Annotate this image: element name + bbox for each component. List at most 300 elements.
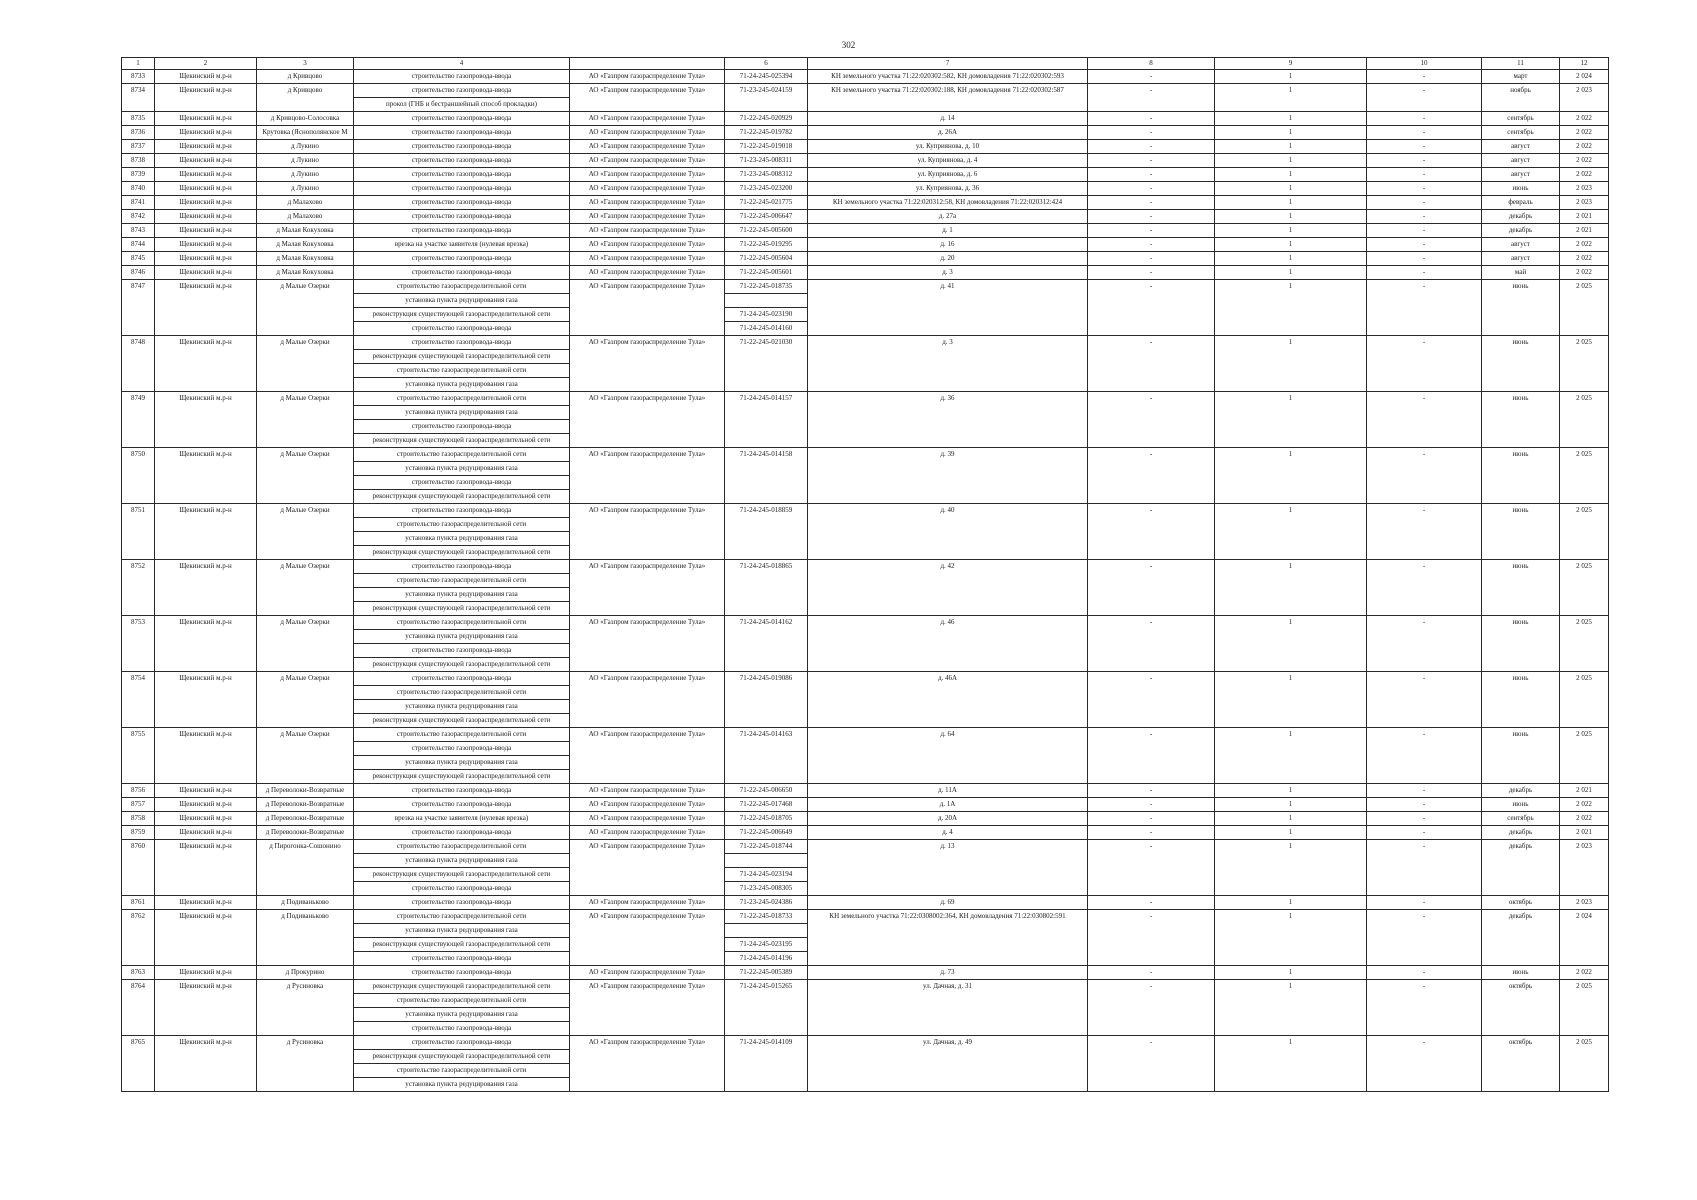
column-9-cell: 1 (1215, 140, 1367, 154)
application-id-cell: 71-24-245-019086 (725, 672, 808, 728)
application-id-cell: 71-24-245-014157 (725, 392, 808, 448)
record-number-cell: 8764 (122, 980, 155, 1036)
record-number-cell: 8762 (122, 910, 155, 966)
application-id-cell: 71-24-245-015265 (725, 980, 808, 1036)
header-row (122, 58, 1609, 70)
work-type-cell: строительство газопровода-ввода (354, 1036, 570, 1050)
locality-cell: д Подиваньково (257, 910, 354, 966)
column-9-cell: 1 (1215, 126, 1367, 140)
column-9-cell: 1 (1215, 560, 1367, 616)
locality-cell: д Малые Озерки (257, 560, 354, 616)
year-cell: 2 023 (1560, 896, 1609, 910)
year-cell: 2 023 (1560, 182, 1609, 196)
work-type-cell: строительство газораспределительной сети (354, 910, 570, 924)
work-type-cell: реконструкция существующей газораспределительной сети (354, 308, 570, 322)
table-row (122, 826, 1609, 840)
locality-cell: д Малая Кокуховка (257, 266, 354, 280)
locality-cell: д Лукино (257, 140, 354, 154)
column-10-cell: - (1367, 448, 1482, 504)
application-id-cell: 71-22-245-005389 (725, 966, 808, 980)
column-8-cell: - (1088, 224, 1215, 238)
column-10-cell: - (1367, 154, 1482, 168)
locality-cell: д Прокурино (257, 966, 354, 980)
application-id-cell: 71-24-245-018859 (725, 504, 808, 560)
application-id-cell: 71-24-245-018865 (725, 560, 808, 616)
locality-cell: д Переволоки-Возвратные (257, 798, 354, 812)
work-type-cell: строительство газопровода-ввода (354, 504, 570, 518)
table-row (122, 252, 1609, 266)
work-type-cell: строительство газораспределительной сети (354, 616, 570, 630)
column-9-cell: 1 (1215, 798, 1367, 812)
year-cell: 2 024 (1560, 910, 1609, 966)
address-cell: д. 40 (808, 504, 1088, 560)
address-cell: д. 26А (808, 126, 1088, 140)
column-header: 10 (1367, 58, 1482, 70)
district-cell: Щекинский м.р-н (155, 154, 257, 168)
address-cell: д. 3 (808, 266, 1088, 280)
column-10-cell: - (1367, 168, 1482, 182)
record-number-cell: 8737 (122, 140, 155, 154)
application-id-cell: 71-22-245-006649 (725, 826, 808, 840)
locality-cell: д Лукино (257, 154, 354, 168)
address-cell: КН земельного участка 71:22:0308002:364, КН домовладения 71:22:030802:591 (808, 910, 1088, 966)
locality-cell: д Малые Озерки (257, 728, 354, 784)
work-type-cell: строительство газопровода-ввода (354, 196, 570, 210)
column-header: 12 (1560, 58, 1609, 70)
district-cell: Щекинский м.р-н (155, 280, 257, 336)
district-cell: Щекинский м.р-н (155, 126, 257, 140)
column-9-cell: 1 (1215, 826, 1367, 840)
organization-cell: АО «Газпром газораспределение Тула» (570, 504, 725, 560)
application-id-cell: 71-22-245-005604 (725, 252, 808, 266)
application-id-cell: 71-22-245-019295 (725, 238, 808, 252)
column-10-cell: - (1367, 210, 1482, 224)
address-cell: д. 1 (808, 224, 1088, 238)
column-9-cell: 1 (1215, 238, 1367, 252)
column-8-cell: - (1088, 210, 1215, 224)
address-cell: д. 42 (808, 560, 1088, 616)
organization-cell: АО «Газпром газораспределение Тула» (570, 140, 725, 154)
application-id-cell: 71-24-245-023194 (725, 868, 808, 882)
record-number-cell: 8740 (122, 182, 155, 196)
district-cell: Щекинский м.р-н (155, 224, 257, 238)
application-id-cell: 71-24-245-014163 (725, 728, 808, 784)
application-id-cell: 71-22-245-021775 (725, 196, 808, 210)
column-8-cell: - (1088, 980, 1215, 1036)
application-id-cell: 71-22-245-006647 (725, 210, 808, 224)
year-cell: 2 021 (1560, 784, 1609, 798)
work-type-cell: прокол (ГНБ и бестраншейный способ прокладки) (354, 98, 570, 112)
work-type-cell: установка пункта редуцирования газа (354, 532, 570, 546)
month-cell: ноябрь (1482, 84, 1560, 112)
year-cell: 2 022 (1560, 140, 1609, 154)
column-8-cell: - (1088, 560, 1215, 616)
column-10-cell: - (1367, 798, 1482, 812)
work-type-cell: строительство газопровода-ввода (354, 154, 570, 168)
locality-cell: д Переволоки-Возвратные (257, 826, 354, 840)
column-9-cell: 1 (1215, 168, 1367, 182)
column-8-cell: - (1088, 504, 1215, 560)
column-header: 7 (808, 58, 1088, 70)
application-id-cell: 71-24-245-014158 (725, 448, 808, 504)
work-type-cell: строительство газопровода-ввода (354, 560, 570, 574)
work-type-cell: строительство газораспределительной сети (354, 518, 570, 532)
work-type-cell: строительство газораспределительной сети (354, 840, 570, 854)
month-cell: июнь (1482, 392, 1560, 448)
register-table (121, 57, 1609, 1092)
table-row (122, 280, 1609, 294)
month-cell: декабрь (1482, 210, 1560, 224)
year-cell: 2 022 (1560, 154, 1609, 168)
month-cell: август (1482, 154, 1560, 168)
work-type-cell: реконструкция существующей газораспределительной сети (354, 546, 570, 560)
work-type-cell: установка пункта редуцирования газа (354, 1078, 570, 1092)
work-type-cell: реконструкция существующей газораспределительной сети (354, 714, 570, 728)
address-cell: ул. Куприянова, д. 36 (808, 182, 1088, 196)
organization-cell: АО «Газпром газораспределение Тула» (570, 910, 725, 966)
district-cell: Щекинский м.р-н (155, 980, 257, 1036)
record-number-cell: 8749 (122, 392, 155, 448)
application-id-cell: 71-23-245-008311 (725, 154, 808, 168)
year-cell: 2 022 (1560, 812, 1609, 826)
record-number-cell: 8758 (122, 812, 155, 826)
column-8-cell: - (1088, 336, 1215, 392)
application-id-cell: 71-24-245-014109 (725, 1036, 808, 1092)
year-cell: 2 022 (1560, 798, 1609, 812)
column-8-cell: - (1088, 70, 1215, 84)
column-10-cell: - (1367, 504, 1482, 560)
address-cell: д. 20 (808, 252, 1088, 266)
column-10-cell: - (1367, 672, 1482, 728)
column-10-cell: - (1367, 812, 1482, 826)
work-type-cell: строительство газопровода-ввода (354, 476, 570, 490)
year-cell: 2 022 (1560, 126, 1609, 140)
application-id-cell: 71-22-245-019018 (725, 140, 808, 154)
organization-cell: АО «Газпром газораспределение Тула» (570, 392, 725, 448)
table-row (122, 70, 1609, 84)
address-cell: д. 14 (808, 112, 1088, 126)
application-id-cell: 71-22-245-018705 (725, 812, 808, 826)
month-cell: октябрь (1482, 896, 1560, 910)
month-cell: май (1482, 266, 1560, 280)
application-id-cell (725, 294, 808, 308)
month-cell: сентябрь (1482, 812, 1560, 826)
organization-cell: АО «Газпром газораспределение Тула» (570, 812, 725, 826)
application-id-cell (725, 924, 808, 938)
work-type-cell: строительство газораспределительной сети (354, 1064, 570, 1078)
locality-cell: д Пирогонка-Сошонино (257, 840, 354, 896)
column-8-cell: - (1088, 168, 1215, 182)
organization-cell: АО «Газпром газораспределение Тула» (570, 210, 725, 224)
work-type-cell: строительство газопровода-ввода (354, 966, 570, 980)
organization-cell: АО «Газпром газораспределение Тула» (570, 280, 725, 336)
organization-cell: АО «Газпром газораспределение Тула» (570, 266, 725, 280)
district-cell: Щекинский м.р-н (155, 896, 257, 910)
organization-cell: АО «Газпром газораспределение Тула» (570, 126, 725, 140)
district-cell: Щекинский м.р-н (155, 826, 257, 840)
column-10-cell: - (1367, 336, 1482, 392)
year-cell: 2 025 (1560, 448, 1609, 504)
record-number-cell: 8739 (122, 168, 155, 182)
column-9-cell: 1 (1215, 910, 1367, 966)
organization-cell: АО «Газпром газораспределение Тула» (570, 728, 725, 784)
work-type-cell: установка пункта редуцирования газа (354, 630, 570, 644)
month-cell: июнь (1482, 448, 1560, 504)
district-cell: Щекинский м.р-н (155, 196, 257, 210)
year-cell: 2 024 (1560, 70, 1609, 84)
locality-cell: д Малые Озерки (257, 280, 354, 336)
year-cell: 2 022 (1560, 966, 1609, 980)
column-8-cell: - (1088, 182, 1215, 196)
work-type-cell: строительство газопровода-ввода (354, 224, 570, 238)
work-type-cell: врезка на участке заявителя (нулевая врезка) (354, 238, 570, 252)
table-row (122, 224, 1609, 238)
table-row (122, 238, 1609, 252)
work-type-cell: строительство газопровода-ввода (354, 784, 570, 798)
column-header: 6 (725, 58, 808, 70)
column-header: 11 (1482, 58, 1560, 70)
address-cell: д. 4 (808, 826, 1088, 840)
organization-cell: АО «Газпром газораспределение Тула» (570, 896, 725, 910)
locality-cell: д Кривцово-Солосовка (257, 112, 354, 126)
column-8-cell: - (1088, 672, 1215, 728)
organization-cell: АО «Газпром газораспределение Тула» (570, 1036, 725, 1092)
work-type-cell: строительство газопровода-ввода (354, 672, 570, 686)
organization-cell: АО «Газпром газораспределение Тула» (570, 560, 725, 616)
address-cell: д. 64 (808, 728, 1088, 784)
application-id-cell: 71-22-245-021030 (725, 336, 808, 392)
record-number-cell: 8744 (122, 238, 155, 252)
locality-cell: д Малые Озерки (257, 392, 354, 448)
table-row (122, 504, 1609, 518)
month-cell: июнь (1482, 966, 1560, 980)
year-cell: 2 021 (1560, 210, 1609, 224)
work-type-cell: установка пункта редуцирования газа (354, 406, 570, 420)
locality-cell: д Малая Кокуховка (257, 238, 354, 252)
work-type-cell: установка пункта редуцирования газа (354, 294, 570, 308)
address-cell: КН земельного участка 71:22:020302:188, КН домовладения 71:22:020302:587 (808, 84, 1088, 112)
year-cell: 2 025 (1560, 980, 1609, 1036)
month-cell: август (1482, 140, 1560, 154)
locality-cell: д Малые Озерки (257, 336, 354, 392)
column-8-cell: - (1088, 910, 1215, 966)
locality-cell: д Подиваньково (257, 896, 354, 910)
year-cell: 2 022 (1560, 112, 1609, 126)
record-number-cell: 8755 (122, 728, 155, 784)
table-row (122, 672, 1609, 686)
column-10-cell: - (1367, 966, 1482, 980)
table-row (122, 784, 1609, 798)
column-9-cell: 1 (1215, 966, 1367, 980)
record-number-cell: 8750 (122, 448, 155, 504)
work-type-cell: реконструкция существующей газораспределительной сети (354, 658, 570, 672)
application-id-cell: 71-23-245-008305 (725, 882, 808, 896)
column-9-cell: 1 (1215, 1036, 1367, 1092)
work-type-cell: установка пункта редуцирования газа (354, 924, 570, 938)
district-cell: Щекинский м.р-н (155, 672, 257, 728)
year-cell: 2 023 (1560, 84, 1609, 112)
application-id-cell: 71-22-245-005600 (725, 224, 808, 238)
column-9-cell: 1 (1215, 448, 1367, 504)
column-8-cell: - (1088, 112, 1215, 126)
address-cell: ул. Дачная, д. 31 (808, 980, 1088, 1036)
work-type-cell: строительство газопровода-ввода (354, 112, 570, 126)
address-cell: д. 36 (808, 392, 1088, 448)
month-cell: декабрь (1482, 840, 1560, 896)
work-type-cell: строительство газопровода-ввода (354, 126, 570, 140)
year-cell: 2 023 (1560, 840, 1609, 896)
address-cell: д. 73 (808, 966, 1088, 980)
address-cell: д. 20А (808, 812, 1088, 826)
address-cell: ул. Дачная, д. 49 (808, 1036, 1088, 1092)
column-header (570, 58, 725, 70)
column-8-cell: - (1088, 266, 1215, 280)
column-10-cell: - (1367, 910, 1482, 966)
record-number-cell: 8735 (122, 112, 155, 126)
table-row (122, 112, 1609, 126)
address-cell: д. 27а (808, 210, 1088, 224)
organization-cell: АО «Газпром газораспределение Тула» (570, 448, 725, 504)
work-type-cell: строительство газопровода-ввода (354, 896, 570, 910)
column-9-cell: 1 (1215, 266, 1367, 280)
work-type-cell: строительство газораспределительной сети (354, 364, 570, 378)
locality-cell: д Малая Кокуховка (257, 224, 354, 238)
organization-cell: АО «Газпром газораспределение Тула» (570, 784, 725, 798)
address-cell: д. 41 (808, 280, 1088, 336)
work-type-cell: строительство газопровода-ввода (354, 826, 570, 840)
record-number-cell: 8751 (122, 504, 155, 560)
table-row (122, 168, 1609, 182)
table-row (122, 336, 1609, 350)
column-8-cell: - (1088, 812, 1215, 826)
column-header: 9 (1215, 58, 1367, 70)
column-10-cell: - (1367, 1036, 1482, 1092)
month-cell: июнь (1482, 182, 1560, 196)
organization-cell: АО «Газпром газораспределение Тула» (570, 616, 725, 672)
month-cell: июнь (1482, 336, 1560, 392)
table-row (122, 448, 1609, 462)
month-cell: февраль (1482, 196, 1560, 210)
column-8-cell: - (1088, 238, 1215, 252)
year-cell: 2 025 (1560, 672, 1609, 728)
record-number-cell: 8765 (122, 1036, 155, 1092)
column-8-cell: - (1088, 252, 1215, 266)
work-type-cell: установка пункта редуцирования газа (354, 700, 570, 714)
locality-cell: д Кривцово (257, 70, 354, 84)
locality-cell: д Малахово (257, 210, 354, 224)
work-type-cell: реконструкция существующей газораспределительной сети (354, 1050, 570, 1064)
table-row (122, 196, 1609, 210)
year-cell: 2 021 (1560, 224, 1609, 238)
record-number-cell: 8754 (122, 672, 155, 728)
record-number-cell: 8752 (122, 560, 155, 616)
column-8-cell: - (1088, 84, 1215, 112)
column-10-cell: - (1367, 196, 1482, 210)
month-cell: декабрь (1482, 910, 1560, 966)
application-id-cell: 71-23-245-008312 (725, 168, 808, 182)
column-header: 1 (122, 58, 155, 70)
locality-cell: д Переволоки-Возвратные (257, 812, 354, 826)
work-type-cell: установка пункта редуцирования газа (354, 854, 570, 868)
month-cell: декабрь (1482, 784, 1560, 798)
application-id-cell: 71-22-245-005601 (725, 266, 808, 280)
column-10-cell: - (1367, 784, 1482, 798)
work-type-cell: строительство газопровода-ввода (354, 70, 570, 84)
year-cell: 2 025 (1560, 392, 1609, 448)
district-cell: Щекинский м.р-н (155, 966, 257, 980)
column-9-cell: 1 (1215, 392, 1367, 448)
year-cell: 2 025 (1560, 560, 1609, 616)
table-row (122, 980, 1609, 994)
column-8-cell: - (1088, 616, 1215, 672)
column-10-cell: - (1367, 980, 1482, 1036)
organization-cell: АО «Газпром газораспределение Тула» (570, 112, 725, 126)
column-9-cell: 1 (1215, 980, 1367, 1036)
address-cell: ул. Куприянова, д. 10 (808, 140, 1088, 154)
work-type-cell: строительство газопровода-ввода (354, 140, 570, 154)
column-header: 2 (155, 58, 257, 70)
table-row (122, 154, 1609, 168)
month-cell: декабрь (1482, 826, 1560, 840)
application-id-cell: 71-24-245-023190 (725, 308, 808, 322)
organization-cell: АО «Газпром газораспределение Тула» (570, 252, 725, 266)
work-type-cell: строительство газопровода-ввода (354, 882, 570, 896)
district-cell: Щекинский м.р-н (155, 336, 257, 392)
column-10-cell: - (1367, 84, 1482, 112)
column-10-cell: - (1367, 126, 1482, 140)
organization-cell: АО «Газпром газораспределение Тула» (570, 182, 725, 196)
district-cell: Щекинский м.р-н (155, 910, 257, 966)
column-8-cell: - (1088, 784, 1215, 798)
work-type-cell: строительство газопровода-ввода (354, 210, 570, 224)
year-cell: 2 022 (1560, 238, 1609, 252)
table-row (122, 140, 1609, 154)
locality-cell: д Кривцово (257, 84, 354, 112)
column-10-cell: - (1367, 266, 1482, 280)
locality-cell: д Малые Озерки (257, 672, 354, 728)
column-9-cell: 1 (1215, 784, 1367, 798)
address-cell: КН земельного участка 71:22:020302:582, КН домовладения 71:22:020302:593 (808, 70, 1088, 84)
month-cell: июнь (1482, 504, 1560, 560)
year-cell: 2 022 (1560, 168, 1609, 182)
column-8-cell: - (1088, 154, 1215, 168)
address-cell: д. 13 (808, 840, 1088, 896)
locality-cell: д Малая Кокуховка (257, 252, 354, 266)
work-type-cell: строительство газопровода-ввода (354, 952, 570, 966)
application-id-cell: 71-22-245-017468 (725, 798, 808, 812)
column-8-cell: - (1088, 140, 1215, 154)
record-number-cell: 8756 (122, 784, 155, 798)
record-number-cell: 8761 (122, 896, 155, 910)
year-cell: 2 022 (1560, 252, 1609, 266)
organization-cell: АО «Газпром газораспределение Тула» (570, 238, 725, 252)
locality-cell: д Лукино (257, 182, 354, 196)
column-8-cell: - (1088, 392, 1215, 448)
column-9-cell: 1 (1215, 154, 1367, 168)
application-id-cell: 71-22-245-019782 (725, 126, 808, 140)
column-header: 4 (354, 58, 570, 70)
work-type-cell: строительство газораспределительной сети (354, 994, 570, 1008)
table-row (122, 896, 1609, 910)
column-10-cell: - (1367, 112, 1482, 126)
page-number: 302 (841, 40, 856, 50)
work-type-cell: установка пункта редуцирования газа (354, 378, 570, 392)
record-number-cell: 8759 (122, 826, 155, 840)
district-cell: Щекинский м.р-н (155, 448, 257, 504)
work-type-cell: строительство газопровода-ввода (354, 182, 570, 196)
column-10-cell: - (1367, 252, 1482, 266)
table-row (122, 392, 1609, 406)
